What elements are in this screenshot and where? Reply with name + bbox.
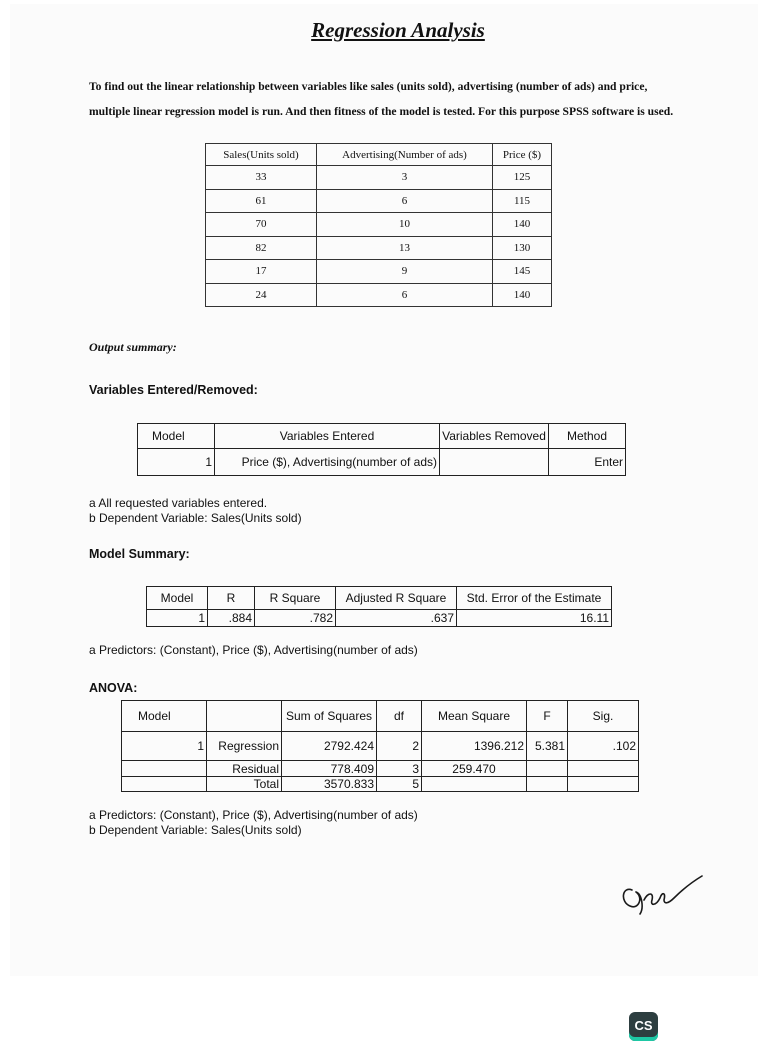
column-header: df xyxy=(377,701,422,732)
table-cell xyxy=(527,777,568,792)
table-cell: 259.470 xyxy=(422,761,527,777)
anova-heading: ANOVA: xyxy=(89,681,138,695)
column-header: Sum of Squares xyxy=(282,701,377,732)
table-cell: Regression xyxy=(207,732,282,761)
table-cell xyxy=(568,761,639,777)
table-cell xyxy=(422,777,527,792)
table-cell: 10 xyxy=(317,213,493,237)
camscanner-logo: CS xyxy=(629,1012,658,1041)
table-cell: 3570.833 xyxy=(282,777,377,792)
column-header: Advertising(Number of ads) xyxy=(317,144,493,166)
table-cell: 6 xyxy=(317,283,493,307)
table-row xyxy=(206,189,552,213)
table-cell: 13 xyxy=(317,236,493,260)
table-cell xyxy=(122,761,207,777)
table-row xyxy=(206,236,552,260)
table-row xyxy=(147,610,612,627)
table-cell: 1 xyxy=(122,732,207,761)
table-cell: 140 xyxy=(493,213,552,237)
footnote: a Predictors: (Constant), Price ($), Advertising(number of ads) xyxy=(89,808,418,822)
column-header: F xyxy=(527,701,568,732)
table-cell: 125 xyxy=(493,166,552,190)
table-cell: 6 xyxy=(317,189,493,213)
table-cell: 16.11 xyxy=(457,610,612,627)
table-row xyxy=(206,260,552,284)
table-cell: Residual xyxy=(207,761,282,777)
table-row xyxy=(206,283,552,307)
table-header-row xyxy=(138,424,626,449)
table-cell: 70 xyxy=(206,213,317,237)
footnote: a Predictors: (Constant), Price ($), Advertising(number of ads) xyxy=(89,643,418,657)
table-cell: 24 xyxy=(206,283,317,307)
variables-entered-table xyxy=(137,423,626,476)
table-cell xyxy=(440,449,549,476)
table-cell: 17 xyxy=(206,260,317,284)
column-header: Sig. xyxy=(568,701,639,732)
column-header: Method xyxy=(549,424,626,449)
column-header: Model xyxy=(122,701,207,732)
column-header: Variables Entered xyxy=(215,424,440,449)
table-cell xyxy=(527,761,568,777)
column-header: R Square xyxy=(255,587,336,610)
column-header: Variables Removed xyxy=(440,424,549,449)
table-cell: .884 xyxy=(208,610,255,627)
table-cell: 33 xyxy=(206,166,317,190)
table-cell: Price ($), Advertising(number of ads) xyxy=(215,449,440,476)
output-summary-heading: Output summary: xyxy=(89,340,177,354)
input-data-table xyxy=(205,143,552,307)
column-header: Price ($) xyxy=(493,144,552,166)
table-cell: 130 xyxy=(493,236,552,260)
column-header: Model xyxy=(138,424,215,449)
table-cell xyxy=(568,777,639,792)
table-cell: 61 xyxy=(206,189,317,213)
column-header: Model xyxy=(147,587,208,610)
table-row xyxy=(206,166,552,190)
table-row xyxy=(122,777,639,792)
table-cell: 140 xyxy=(493,283,552,307)
table-cell: 3 xyxy=(317,166,493,190)
column-header xyxy=(207,701,282,732)
handwritten-signature xyxy=(618,868,708,918)
table-cell: 5 xyxy=(377,777,422,792)
table-cell: 1396.212 xyxy=(422,732,527,761)
variables-heading: Variables Entered/Removed: xyxy=(89,383,258,397)
table-cell: Total xyxy=(207,777,282,792)
column-header: Std. Error of the Estimate xyxy=(457,587,612,610)
footnote: a All requested variables entered. xyxy=(89,496,268,510)
table-cell: 145 xyxy=(493,260,552,284)
table-header-row xyxy=(122,701,639,732)
table-cell: .102 xyxy=(568,732,639,761)
table-cell: 1 xyxy=(147,610,208,627)
column-header: Sales(Units sold) xyxy=(206,144,317,166)
table-row xyxy=(206,213,552,237)
table-cell: 5.381 xyxy=(527,732,568,761)
table-cell: 2792.424 xyxy=(282,732,377,761)
table-cell: 1 xyxy=(138,449,215,476)
table-cell: 3 xyxy=(377,761,422,777)
anova-table xyxy=(121,700,639,792)
table-cell: 9 xyxy=(317,260,493,284)
model-summary-table xyxy=(146,586,612,627)
footnote: b Dependent Variable: Sales(Units sold) xyxy=(89,511,302,525)
table-cell: 778.409 xyxy=(282,761,377,777)
column-header: R xyxy=(208,587,255,610)
page-title: Regression Analysis xyxy=(311,18,485,42)
table-row xyxy=(122,761,639,777)
table-cell: 2 xyxy=(377,732,422,761)
table-header-row xyxy=(147,587,612,610)
table-header-row xyxy=(206,144,552,166)
table-row xyxy=(122,732,639,761)
table-cell xyxy=(122,777,207,792)
model-summary-heading: Model Summary: xyxy=(89,547,190,561)
table-row xyxy=(138,449,626,476)
table-cell: 115 xyxy=(493,189,552,213)
intro-paragraph: To find out the linear relationship between variables like sales (units sold), advertising (number of ads) and price, multiple linear regression model is run. And then fitness of the model is tested. For this purpose SPSS software is used. xyxy=(89,80,674,118)
table-cell: Enter xyxy=(549,449,626,476)
column-header: Mean Square xyxy=(422,701,527,732)
footnote: b Dependent Variable: Sales(Units sold) xyxy=(89,823,302,837)
column-header: Adjusted R Square xyxy=(336,587,457,610)
table-cell: .782 xyxy=(255,610,336,627)
table-cell: .637 xyxy=(336,610,457,627)
table-cell: 82 xyxy=(206,236,317,260)
